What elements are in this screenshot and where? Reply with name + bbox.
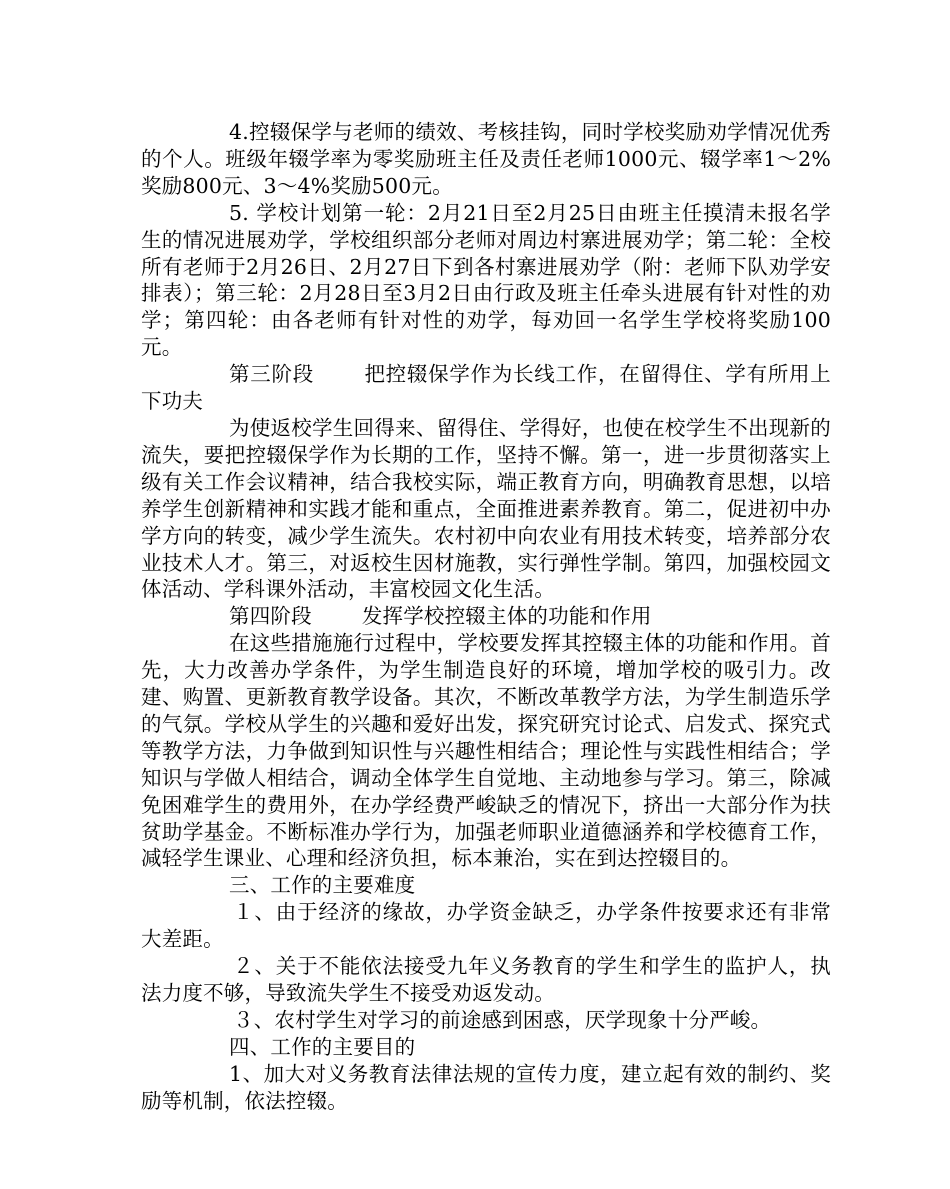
stage-label: 第三阶段: [229, 362, 314, 387]
stage-3-heading: [141, 361, 831, 415]
paragraph-text: 4.控辍保学与老师的绩效、考核挂钩，同时学校奖励劝学情况优秀的个人。班级年辍学率为零奖励班主任及责任老师1000元、辍学率1～2%奖励800元、3～4%奖励500元。: [141, 120, 831, 198]
difficulty-item-2: [141, 953, 831, 1007]
stage-title: 发挥学校控辍主体的功能和作用: [361, 604, 652, 629]
list-item-text: ３、农村学生对学习的前途感到困惑，厌学现象十分严峻。: [233, 1007, 772, 1032]
paragraph-text: 5. 学校计划第一轮：2月21日至2月25日由班主任摸清未报名学生的情况进展劝学，学校组织部分老师对周边村寨进展劝学；第二轮：全校所有老师于2月26日、2月27日下到各村寨进展劝学（附：老师下队劝学安排表）；第三轮：2月28日至3月2日由行政及班主任牵头进展有针对性的劝学；第四轮：由各老师有针对性的劝学，每劝回一名学生学校将奖励100元。: [141, 200, 831, 360]
list-item-text: 1、加大对义务教育法律法规的宣传力度，建立起有效的制约、奖励等机制，依法控辍。: [141, 1061, 831, 1113]
stage-title: 把控辍保学作为长线工作，在留得住、学有所用上下功夫: [141, 362, 831, 414]
difficulty-item-1: [141, 899, 831, 953]
paragraph-text: 在这些措施施行过程中，学校要发挥其控辍主体的功能和作用。首先，大力改善办学条件，为学生制造良好的环境，增加学校的吸引力。改建、购置、更新教育教学设备。其次，不断改革教学方法，为学生制造乐学的气氛。学校从学生的兴趣和爱好出发，探究研究讨论式、启发式、探究式等教学方法，力争做到知识性与兴趣性相结合；理论性与实践性相结合；学知识与学做人相结合，调动全体学生自觉地、主动地参与学习。第三，除减免困难学生的费用外，在办学经费严峻缺乏的情况下，挤出一大部分作为扶贫助学基金。不断标准办学行为，加强老师职业道德涵养和学校德育工作，减轻学生课业、心理和经济负担，标本兼治，实在到达控辍目的。: [141, 631, 831, 871]
paragraph-5-school-plan: [141, 200, 831, 361]
section-4-heading: [141, 1034, 831, 1061]
paragraph-stage-3-body: [141, 415, 831, 603]
paragraph-stage-4-body: [141, 630, 831, 872]
document-body: [141, 119, 831, 1115]
section-3-heading: [141, 872, 831, 899]
list-item-text: １、由于经济的缘故，办学资金缺乏，办学条件按要求还有非常大差距。: [141, 900, 831, 952]
section-title: 四、工作的主要目的: [229, 1034, 416, 1059]
stage-4-heading: [141, 603, 831, 630]
list-item-text: ２、关于不能依法接受九年义务教育的学生和学生的监护人，执法力度不够，导致流失学生不接受劝返发动。: [141, 954, 831, 1005]
paragraph-4-retention-performance: [141, 119, 831, 200]
difficulty-item-3: [141, 1007, 831, 1034]
section-title: 三、工作的主要难度: [229, 873, 416, 898]
paragraph-text: 为使返校学生回得来、留得住、学得好，也使在校学生不出现新的流失，要把控辍保学作为长期的工作，坚持不懈。第一，进一步贯彻落实上级有关工作会议精神，结合我校实际，端正教育方向，明确教育思想，以培养学生创新精神和实践才能和重点，全面推进素养教育。第二，促进初中办学方向的转变，减少学生流失。农村初中向农业有用技术转变，培养部分农业技术人才。第三，对返校生因材施教，实行弹性学制。第四，加强校园文体活动、学科课外活动，丰富校园文化生活。: [141, 415, 831, 602]
goal-item-1: [141, 1061, 831, 1115]
stage-label: 第四阶段: [229, 604, 312, 629]
